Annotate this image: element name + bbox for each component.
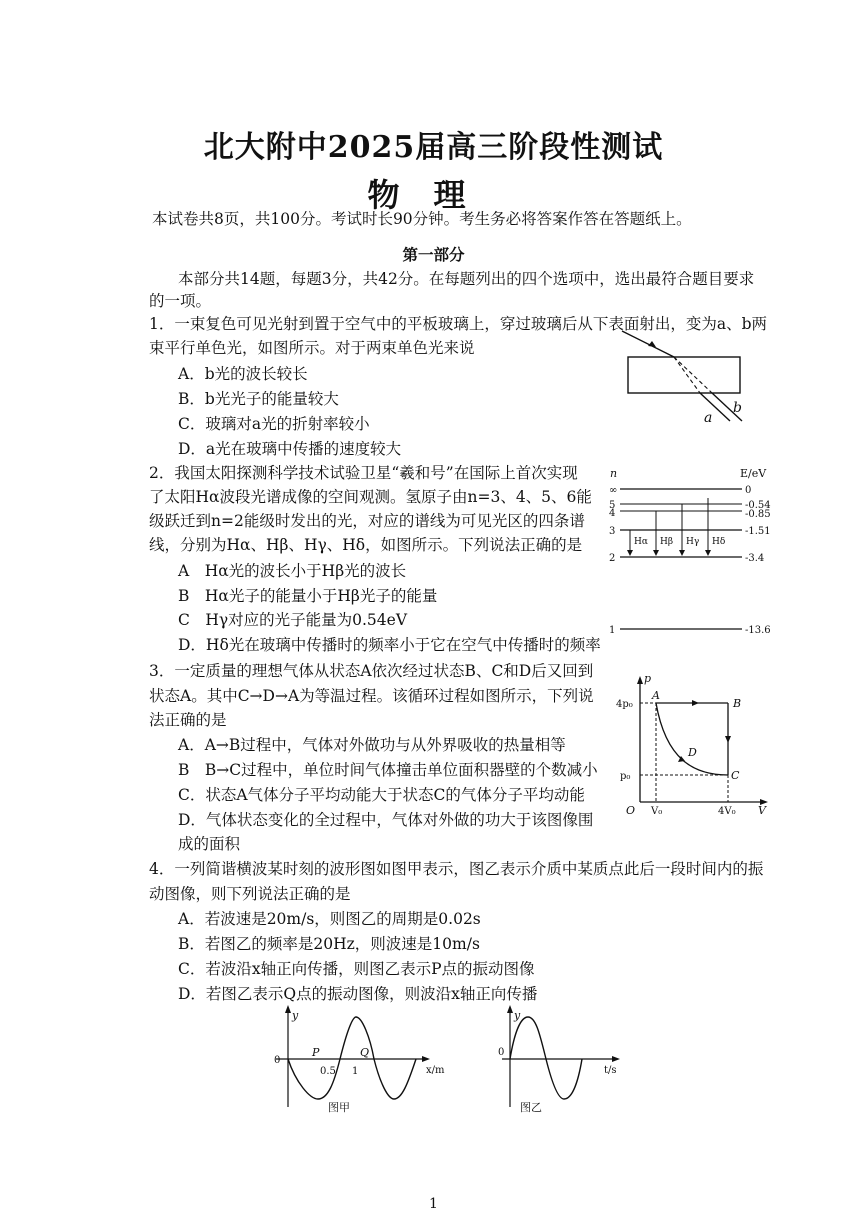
section-intro: 本部分共14题，每题3分，共42分。在每题列出的四个选项中，选出最符合题目要求	[178, 270, 755, 288]
level-e-4: -0.85	[745, 509, 771, 520]
refracted-ray-b	[674, 357, 712, 393]
section-title: 第一部分	[402, 245, 465, 264]
q2-energy-level-figure	[604, 462, 784, 640]
arrow-icon	[692, 700, 699, 706]
glass-slab	[628, 357, 740, 393]
q4-option-a: A．若波速是20m/s，则图乙的周期是0.02s	[178, 910, 481, 928]
q3-stem: 3．一定质量的理想气体从状态A依次经过状态B、C和D后又回到	[149, 662, 594, 680]
axis-arrow-icon	[637, 676, 643, 684]
q4-stem-cont: 动图像，则下列说法正确的是	[149, 885, 351, 903]
q1-glass-figure	[612, 325, 752, 430]
axis-arrow-icon	[612, 1056, 620, 1062]
state-b-label: B	[733, 697, 742, 710]
figure-caption-b: 图乙	[520, 1101, 542, 1114]
q4-option-c: C．若波沿x轴正向传播，则图乙表示P点的振动图像	[178, 960, 535, 978]
line-label-h-gamma: Hγ	[686, 537, 700, 547]
p-axis-label: p	[644, 672, 652, 685]
state-d-label: D	[688, 746, 697, 759]
q2-option-a: A Hα光的波长小于Hβ光的波长	[178, 562, 407, 580]
figure-caption-a: 图甲	[328, 1101, 350, 1114]
level-e-inf: 0	[745, 485, 752, 496]
q3-option-c: C．状态A气体分子平均动能大于状态C的气体分子平均动能	[178, 786, 585, 804]
axis-arrow-icon	[285, 1005, 291, 1013]
arrow-icon	[679, 550, 685, 556]
q4-stem: 4．一列简谐横波某时刻的波形图如图甲表示，图乙表示介质中某质点此后一段时间内的振	[149, 860, 764, 878]
q3-pv-diagram	[614, 668, 774, 816]
arrow-icon	[725, 736, 731, 743]
q1-stem-cont: 束平行单色光，如图所示。对于两束单色光来说	[149, 339, 475, 357]
q1-stem: 1．一束复色可见光射到置于空气中的平板玻璃上，穿过玻璃后从下表面射出，变为a、b两	[149, 315, 768, 333]
n-axis-label: n	[610, 467, 618, 480]
exam-instructions: 本试卷共8页，共100分。考试时长90分钟。考生务必将答案作答在答题纸上。	[152, 210, 692, 228]
p-p0-label: p₀	[620, 771, 631, 782]
q3-option-a: A．A→B过程中，气体对外做功与从外界吸收的热量相等	[178, 736, 566, 754]
q2-option-b: B Hα光子的能量小于Hβ光子的能量	[178, 587, 438, 605]
q2-stem-cont1: 了太阳Hα波段光谱成像的空间观测。氢原子由n=3、4、5、6能	[149, 488, 592, 506]
incident-ray	[622, 331, 674, 357]
tick-1-label: 1	[352, 1066, 359, 1077]
q3-stem-cont1: 状态A。其中C→D→A为等温过程。该循环过程如图所示，下列说	[149, 687, 594, 705]
page-title: 北大附中2025届高三阶段性测试	[203, 130, 664, 165]
v-axis-label: V	[758, 804, 766, 816]
page-number: 1	[429, 1196, 438, 1212]
point-q-label: Q	[360, 1046, 370, 1059]
label-b: b	[733, 400, 742, 416]
label-a: a	[704, 410, 713, 426]
q2-stem-cont2: 级跃迁到n=2能级时发出的光，对应的谱线为可见光区的四条谱	[149, 512, 585, 530]
level-n-3: 3	[609, 526, 616, 537]
level-e-3: -1.51	[745, 526, 771, 537]
tick-05-label: 0.5	[320, 1066, 336, 1077]
arrow-icon	[627, 550, 633, 556]
state-a-label: A	[652, 689, 660, 702]
point-p-label: P	[312, 1046, 320, 1059]
q4-vibration-figure-b	[492, 1003, 634, 1115]
level-e-5: -0.54	[745, 500, 771, 511]
q1-option-b: B．b光光子的能量较大	[178, 390, 339, 408]
line-label-h-delta: Hδ	[712, 537, 726, 547]
q3-option-d-cont: 成的面积	[178, 835, 241, 853]
p-4p0-label: 4p₀	[616, 699, 633, 710]
wave-curve	[288, 1017, 416, 1099]
level-n-4: 4	[609, 508, 616, 519]
state-c-label: C	[731, 769, 740, 782]
origin-label: 0	[274, 1055, 281, 1066]
x-axis-label: x/m	[426, 1065, 445, 1076]
q1-option-a: A．b光的波长较长	[178, 365, 308, 383]
level-e-2: -3.4	[745, 553, 765, 564]
line-label-h-beta: Hβ	[660, 537, 674, 547]
q2-stem-cont3: 线，分别为Hα、Hβ、Hγ、Hδ，如图所示。下列说法正确的是	[149, 536, 583, 554]
axis-arrow-icon	[422, 1056, 430, 1062]
level-n-inf: ∞	[609, 485, 618, 496]
q1-option-d: D．a光在玻璃中传播的速度较大	[178, 440, 402, 458]
arrow-icon	[653, 550, 659, 556]
level-n-2: 2	[609, 553, 616, 564]
y-axis-label: y	[292, 1009, 299, 1022]
q4-wave-figure-a	[266, 1003, 452, 1115]
q2-option-c: C Hγ对应的光子能量为0.54eV	[178, 611, 408, 629]
subject-title: 物理	[367, 176, 500, 214]
level-e-1: -13.6	[745, 625, 771, 636]
vibration-curve	[510, 1017, 582, 1099]
level-n-5: 5	[609, 500, 616, 511]
q1-option-c: C．玻璃对a光的折射率较小	[178, 415, 370, 433]
arrow-icon	[705, 550, 711, 556]
origin-label: 0	[498, 1047, 505, 1058]
axis-arrow-icon	[507, 1005, 513, 1013]
y-axis-label: y	[514, 1009, 521, 1022]
section-intro-cont: 的一项。	[149, 292, 212, 310]
line-label-h-alpha: Hα	[634, 537, 648, 547]
q3-stem-cont2: 法正确的是	[149, 711, 227, 729]
t-axis-label: t/s	[604, 1065, 617, 1076]
q3-option-b: B B→C过程中，单位时间气体撞击单位面积器壁的个数减小	[178, 761, 598, 779]
v-v0-label: V₀	[651, 806, 663, 816]
level-n-1: 1	[609, 625, 616, 636]
origin-label: O	[626, 804, 636, 816]
refracted-ray-a	[674, 357, 700, 393]
process-cda	[656, 703, 728, 775]
q4-option-b: B．若图乙的频率是20Hz，则波速是10m/s	[178, 935, 480, 953]
q2-stem: 2．我国太阳探测科学技术试验卫星“羲和号”在国际上首次实现	[149, 464, 578, 482]
q3-option-d: D．气体状态变化的全过程中，气体对外做的功大于该图像围	[178, 811, 594, 829]
v-4v0-label: 4V₀	[718, 806, 736, 816]
q4-option-d: D．若图乙表示Q点的振动图像，则波沿x轴正向传播	[178, 985, 538, 1003]
energy-axis-label: E/eV	[740, 467, 767, 480]
q2-option-d: D．Hδ光在玻璃中传播时的频率小于它在空气中传播时的频率	[178, 636, 601, 654]
